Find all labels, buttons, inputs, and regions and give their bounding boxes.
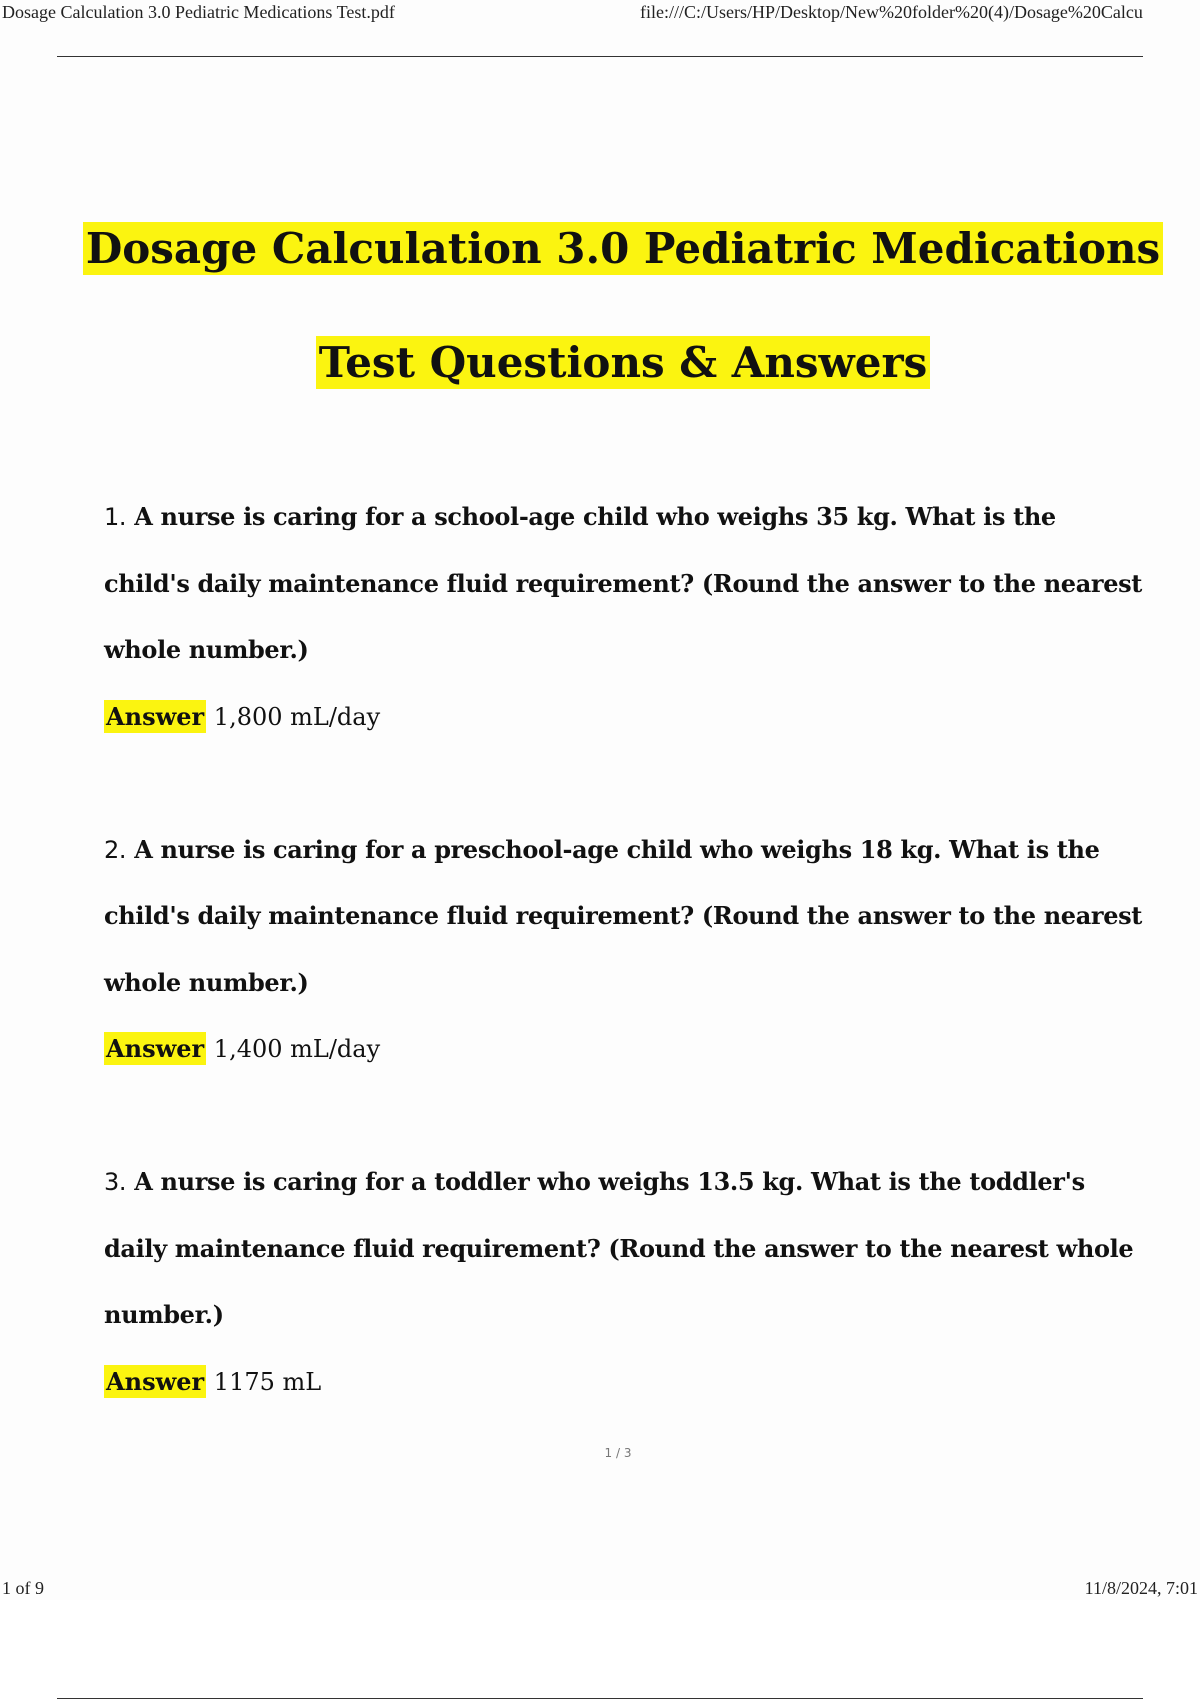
question-text: 3. A nurse is caring for a toddler who weighs 13.5 kg. What is the toddler's daily maintenance fluid requirement? (Round the answer to the nearest whole number.) — [104, 1167, 1134, 1329]
title-line-1: Dosage Calculation 3.0 Pediatric Medications — [0, 192, 1200, 306]
question-text: 1. A nurse is caring for a school-age child who weighs 35 kg. What is the child's daily maintenance fluid requirement? (Round the answer to the nearest whole number.) — [104, 502, 1143, 664]
question-item — [104, 817, 1144, 1083]
print-header — [0, 0, 1200, 28]
answer-value: 1,800 mL/day — [213, 702, 381, 731]
print-footer-page-count: 1 of 9 — [2, 1578, 44, 1598]
question-list — [104, 484, 1144, 1482]
answer-value: 1,400 mL/day — [213, 1035, 381, 1063]
question-number: 2. — [104, 835, 127, 864]
title-line-2: Test Questions & Answers — [0, 306, 1200, 420]
question-item — [104, 484, 1144, 750]
answer-row — [104, 684, 1144, 750]
question-item — [104, 1149, 1144, 1415]
question-text: 2. A nurse is caring for a preschool-age child who weighs 18 kg. What is the child's daily maintenance fluid requirement? (Round the answer to the nearest whole number.) — [104, 834, 1143, 997]
print-header-url: file:///C:/Users/HP/Desktop/New%20folder%20(4)/Dosage%20Calcu — [640, 2, 1143, 22]
print-header-title: Dosage Calculation 3.0 Pediatric Medications Test.pdf — [2, 2, 395, 22]
answer-row — [104, 1016, 1144, 1082]
question-number: 3. — [104, 1168, 127, 1196]
answer-label: Answer — [106, 1366, 205, 1396]
answer-row — [104, 1349, 1144, 1415]
question-number: 1. — [104, 503, 127, 531]
footer-divider — [57, 1698, 1143, 1699]
answer-label: Answer — [106, 1034, 205, 1063]
document-title — [0, 192, 1200, 420]
header-divider — [57, 56, 1143, 57]
page-indicator: 1 / 3 — [604, 1446, 632, 1460]
answer-label: Answer — [106, 701, 205, 731]
answer-value: 1175 mL — [213, 1367, 322, 1396]
print-footer-date: 11/8/2024, 7:01 — [1084, 1578, 1198, 1598]
